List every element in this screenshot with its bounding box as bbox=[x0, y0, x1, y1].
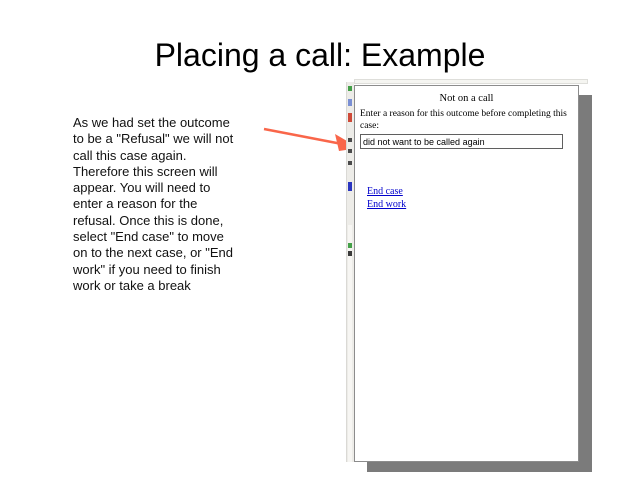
end-work-link[interactable]: End work bbox=[367, 199, 407, 210]
window-fragment-blue bbox=[348, 99, 352, 106]
slide-body-text: As we had set the outcome to be a "Refusal" we will not call this case again. Therefore this screen will appear. You will need to enter a reason for the refusal. Once this is done, select "End case" to move on to the next case, or "End work" if you need to finish work or take a break bbox=[73, 115, 234, 293]
window-fragment-text-tick bbox=[348, 138, 352, 142]
window-fragment-green bbox=[348, 86, 352, 91]
window-fragment-light bbox=[348, 225, 352, 462]
window-fragment-text-tick bbox=[348, 251, 352, 256]
window-fragment-link bbox=[348, 182, 352, 191]
window-fragment-text-tick bbox=[348, 149, 352, 153]
panel-heading: Not on a call bbox=[439, 93, 494, 104]
panel-links bbox=[367, 185, 578, 211]
screenshot-top-edge bbox=[354, 79, 588, 84]
window-fragment-red bbox=[348, 113, 352, 122]
reason-input[interactable] bbox=[360, 134, 563, 149]
end-case-link[interactable]: End case bbox=[367, 186, 403, 197]
embedded-screenshot-panel bbox=[354, 85, 579, 462]
window-fragment-green bbox=[348, 243, 352, 248]
background-window-sliver bbox=[346, 82, 354, 462]
reason-prompt: Enter a reason for this outcome before completing this case: bbox=[360, 109, 567, 131]
window-fragment-text-tick bbox=[348, 161, 352, 165]
arrow-line bbox=[264, 129, 342, 144]
slide-title: Placing a call: Example bbox=[154, 37, 486, 73]
